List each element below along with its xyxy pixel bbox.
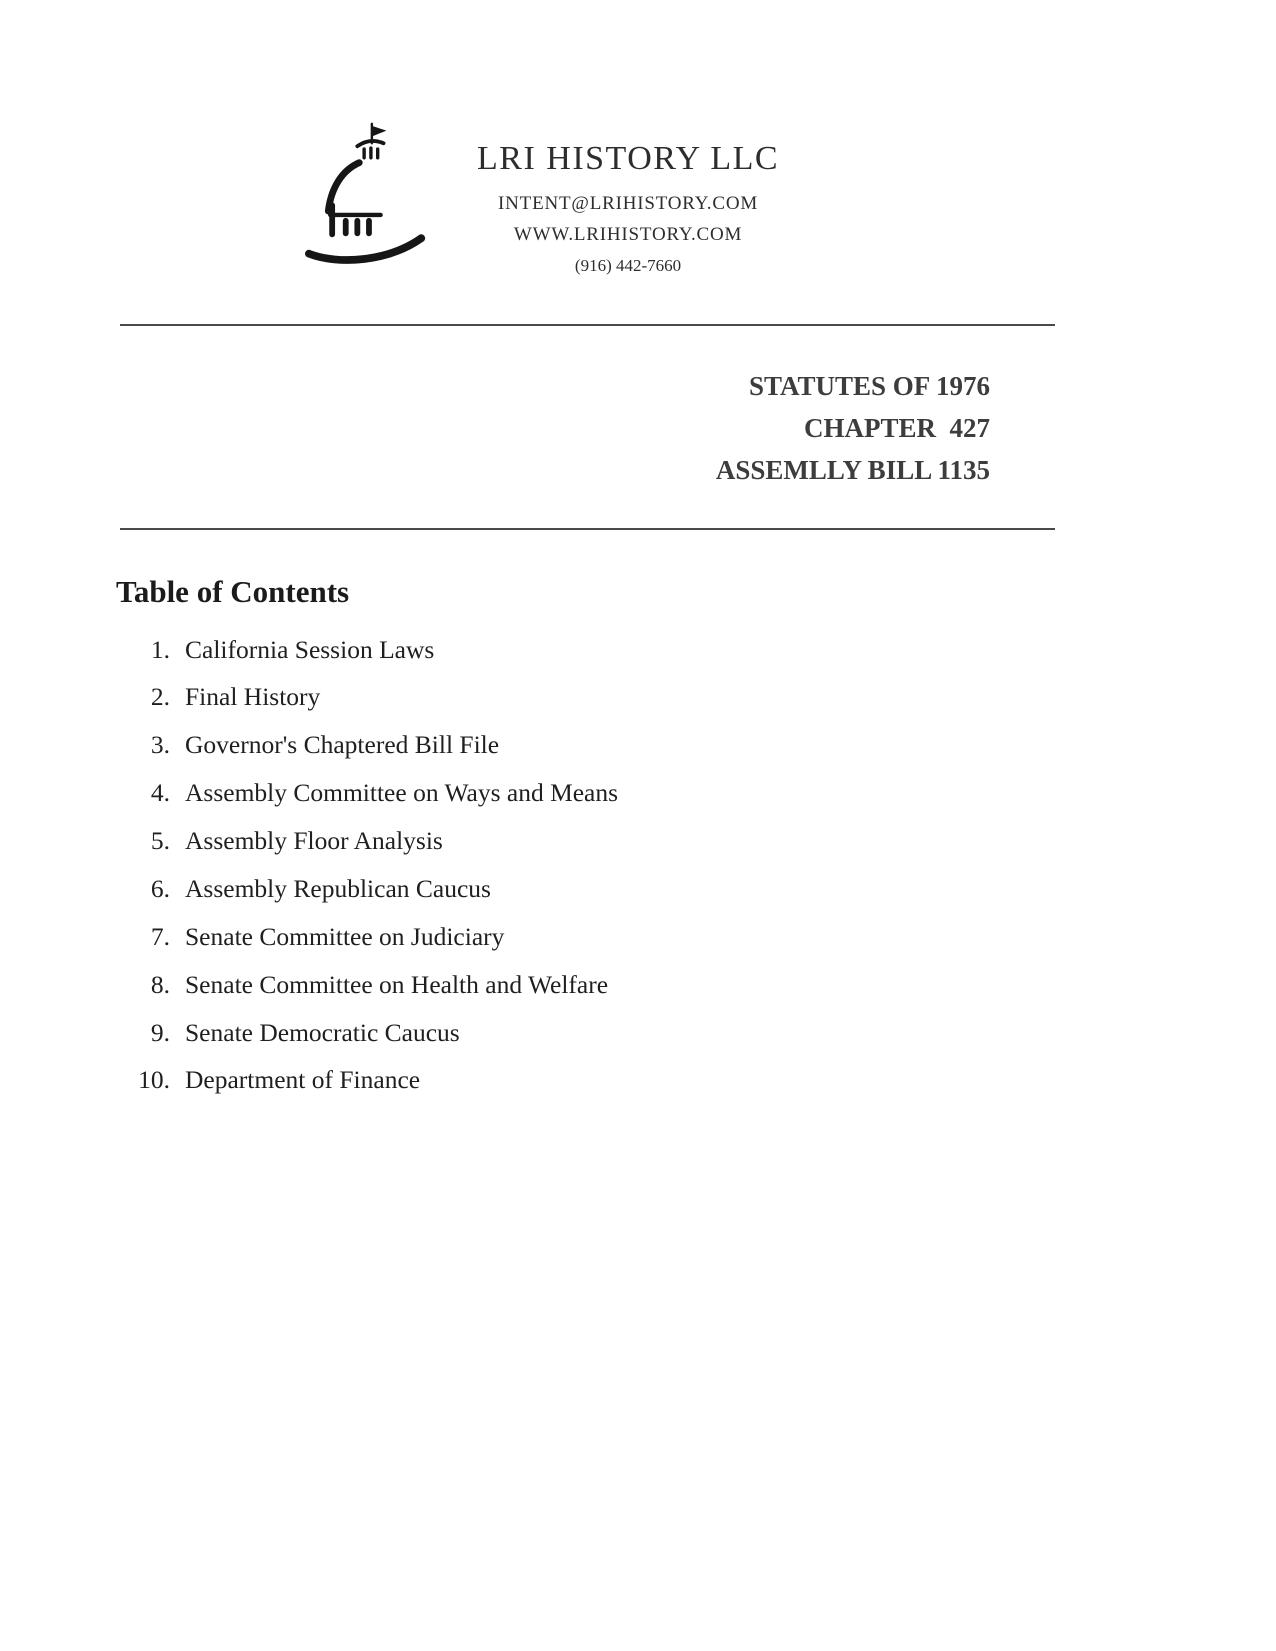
toc-item-label: Assembly Floor Analysis <box>185 826 443 856</box>
company-phone: (916) 442-7660 <box>574 256 682 275</box>
toc-item-label: Governor's Chaptered Bill File <box>185 730 500 760</box>
toc-item <box>0 729 1276 761</box>
toc-item <box>0 921 1276 953</box>
toc-item-number: 9. <box>150 1017 170 1047</box>
capitol-sketch-logo <box>293 120 443 275</box>
toc-item-number: 2. <box>150 682 170 712</box>
letterhead-text <box>477 120 779 276</box>
title-statutes: STATUTES OF 1976 <box>748 371 990 401</box>
capitol-icon <box>293 120 443 275</box>
toc-list <box>0 634 1276 1097</box>
document-title-block <box>0 366 1276 492</box>
toc-item <box>0 1017 1276 1049</box>
toc-item-number: 10. <box>138 1065 170 1095</box>
toc-item <box>0 681 1276 713</box>
toc-item-number: 5. <box>150 826 170 856</box>
title-assembly-bill: ASSEMLLY BILL 1135 <box>715 454 990 485</box>
toc-item-label: Senate Committee on Judiciary <box>185 921 505 951</box>
toc-item <box>0 873 1276 905</box>
toc-item <box>0 969 1276 1001</box>
letterhead <box>0 0 1276 276</box>
toc-item <box>0 825 1276 857</box>
toc-item-label: Senate Committee on Health and Welfare <box>185 969 609 999</box>
toc-item-number: 8. <box>150 969 170 999</box>
divider-top <box>120 324 1055 326</box>
toc-item-number: 4. <box>150 778 170 808</box>
company-name: LRI HISTORY LLC <box>477 140 780 177</box>
toc-item-label: Senate Democratic Caucus <box>185 1017 460 1047</box>
toc-item-label: Assembly Republican Caucus <box>185 873 491 903</box>
toc-item <box>0 777 1276 809</box>
company-email: INTENT@LRIHISTORY.COM <box>498 193 759 214</box>
toc-item-number: 1. <box>150 634 170 664</box>
company-website: WWW.LRIHISTORY.COM <box>513 224 743 245</box>
toc-item <box>0 634 1276 666</box>
toc-item-label: Assembly Committee on Ways and Means <box>185 778 619 808</box>
toc-item <box>0 1064 1276 1096</box>
toc-heading: Table of Contents <box>116 573 350 609</box>
title-chapter: CHAPTER 427 <box>803 412 990 443</box>
divider-bottom <box>120 528 1055 530</box>
toc-item-number: 7. <box>150 921 170 951</box>
toc-item-label: California Session Laws <box>185 634 435 664</box>
toc-item-number: 3. <box>150 730 170 760</box>
toc-item-label: Final History <box>185 682 321 712</box>
toc-item-label: Department of Finance <box>185 1065 421 1095</box>
toc-item-number: 6. <box>150 873 170 903</box>
